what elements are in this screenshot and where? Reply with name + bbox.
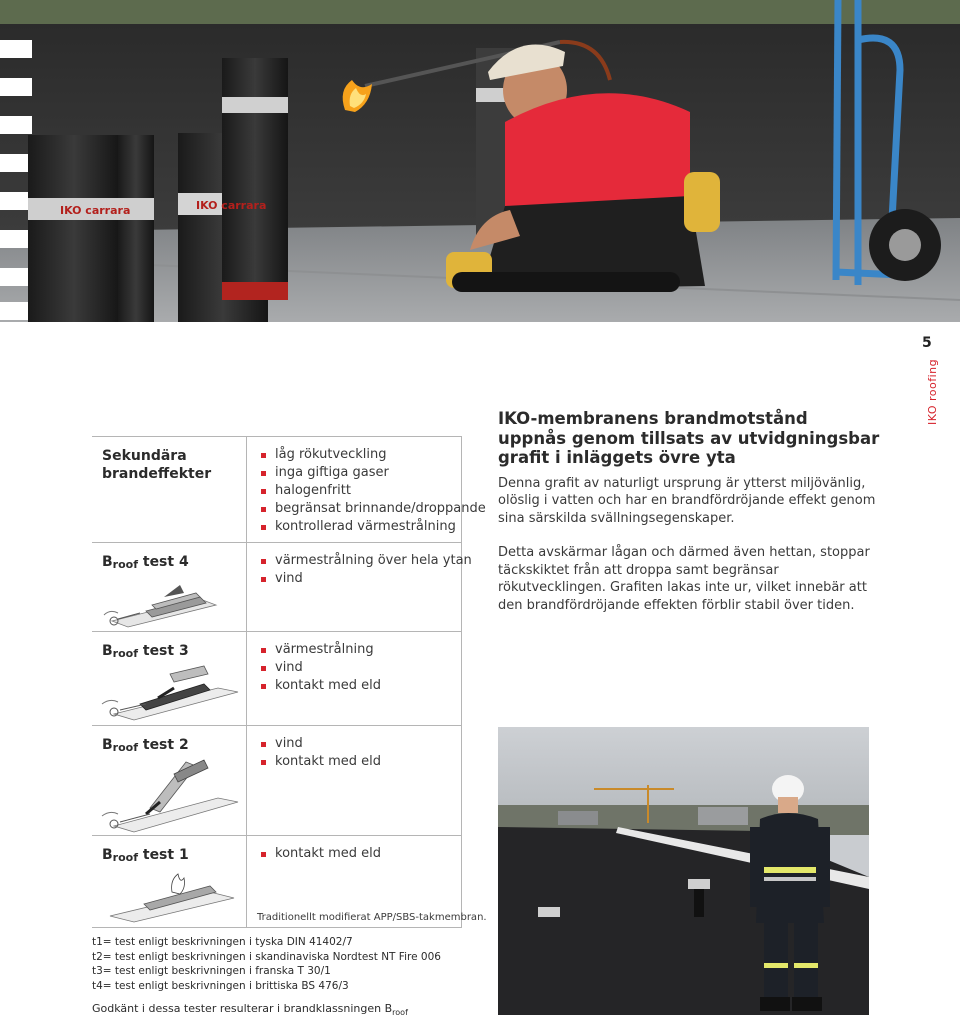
list-item: inga giftiga gaser — [261, 464, 486, 482]
effect-list — [261, 552, 472, 588]
list-item: låg rökutveckling — [261, 446, 486, 464]
article-paragraph: Detta avskärmar lågan och därmed även hettan, stoppar täckskiktet från att droppa samt begränsar rökutvecklingen. Grafiten lakas inte ur, vilket innebär att den brandfördröjande effekten förblir stabil över tiden. — [498, 545, 870, 613]
hero-photo — [0, 0, 960, 322]
table-row — [92, 836, 487, 928]
svg-text:IKO carrara: IKO carrara — [60, 204, 131, 217]
test1-illustration — [100, 864, 240, 924]
test2-illustration — [100, 754, 240, 834]
article — [498, 409, 880, 614]
table-row — [92, 632, 462, 726]
test3-illustration — [100, 660, 240, 722]
list-item: begränsat brinnande/droppande — [261, 500, 486, 518]
list-item: vind — [261, 659, 381, 677]
test4-illustration — [100, 575, 230, 631]
svg-text:IKO carrara: IKO carrara — [196, 199, 267, 212]
list-item: kontakt med eld — [261, 845, 381, 863]
row-title: Broof test 4 — [102, 554, 189, 571]
effect-list — [261, 446, 486, 536]
list-item: värmestrålning över hela ytan — [261, 552, 472, 570]
footnote: t3= test enligt beskrivningen i franska T 30/1 — [92, 965, 331, 977]
table-row — [92, 543, 472, 632]
footnote: t4= test enligt beskrivningen i brittiska BS 476/3 — [92, 979, 349, 992]
effect-list — [261, 641, 381, 695]
list-item: kontakt med eld — [261, 677, 381, 695]
list-item: värmestrålning — [261, 641, 381, 659]
list-item: vind — [261, 735, 381, 753]
list-item: halogenfritt — [261, 482, 486, 500]
row-title: Broof test 1 — [102, 847, 189, 864]
membrane-note: Traditionellt modifierat APP/SBS-takmembran. — [257, 912, 487, 923]
page-number: 5 — [922, 335, 932, 351]
classification-note: Godkänt i dessa tester resulterar i brandklassningen $B_{roof}$ — [92, 1002, 408, 1017]
firefighter-photo — [498, 727, 869, 1015]
list-item: kontrollerad värmestrålning — [261, 518, 486, 536]
article-paragraph: Denna grafit av naturligt ursprung är ytterst miljövänlig, olöslig i vatten och har en brandfördröjande effekt genom sina särskilda svällningsegenskaper. — [498, 475, 876, 526]
table-row — [92, 726, 462, 836]
fire-test-table — [92, 436, 487, 928]
row-title: Broof test 3 — [102, 643, 189, 660]
footnote: t2= test enligt beskrivningen i skandinaviska Nordtest NT Fire 006 — [92, 950, 441, 963]
firefighter-on-roof-illustration — [498, 727, 869, 1015]
row-title: Broof test 2 — [102, 737, 189, 754]
table-row — [92, 436, 486, 543]
page-side-tab — [915, 335, 949, 435]
list-item: vind — [261, 570, 472, 588]
effect-list — [261, 845, 381, 863]
article-heading: IKO-membranens brandmotstånd uppnås genom tillsats av utvidgningsbar grafit i inläggets övre yta — [498, 409, 880, 467]
effect-list — [261, 735, 381, 771]
row-title: Sekundära brandeffekter — [102, 448, 212, 482]
test-footnotes — [92, 935, 472, 993]
list-item: kontakt med eld — [261, 753, 381, 771]
footnote: t1= test enligt beskrivningen i tyska DIN 41402/7 — [92, 936, 353, 948]
brand-label: IKO roofing — [926, 358, 939, 425]
roofer-torching-photo — [0, 0, 960, 322]
